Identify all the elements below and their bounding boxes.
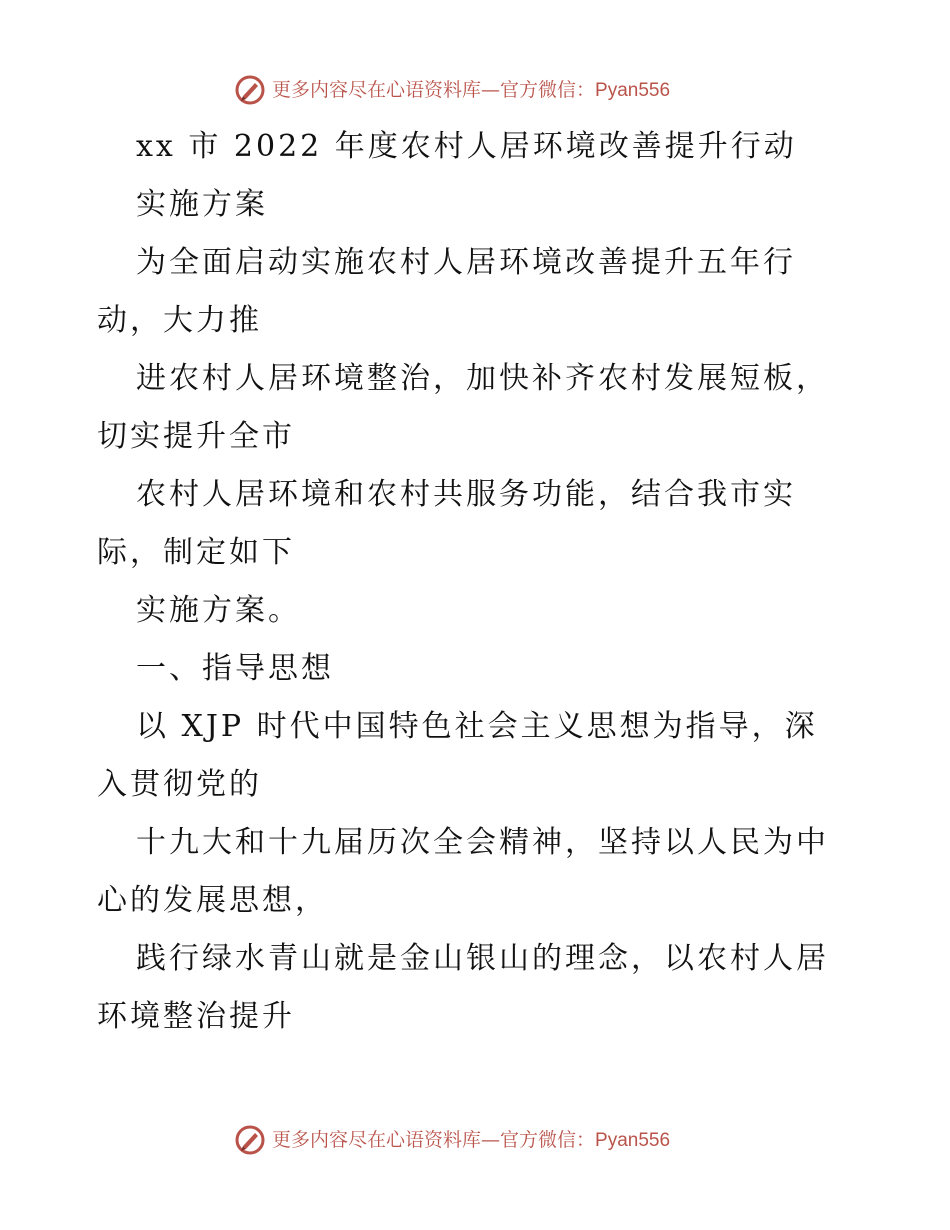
doc-line: 心的发展思想， [97, 883, 328, 918]
doc-line: 入贯彻党的 [97, 767, 262, 802]
watermark-bottom [0, 1120, 950, 1160]
doc-subtitle: 实施方案 [136, 187, 268, 222]
doc-line: 切实提升全市 [97, 419, 295, 454]
doc-line: 为全面启动实施农村人居环境改善提升五年行 [136, 245, 796, 280]
watermark-top [0, 70, 950, 110]
pen-logo-icon [234, 1124, 266, 1156]
doc-line: 实施方案。 [136, 593, 301, 628]
watermark-text: 更多内容尽在心语资料库—官方微信：Pyan556 [272, 79, 671, 101]
doc-title: xx 市 2022 年度农村人居环境改善提升行动 [136, 129, 797, 164]
doc-line: 动，大力推 [97, 303, 262, 338]
doc-line: 农村人居环境和农村共服务功能，结合我市实 [136, 477, 796, 512]
pen-logo-icon [234, 74, 266, 106]
doc-line: 践行绿水青山就是金山银山的理念，以农村人居 [136, 941, 829, 976]
doc-line: 环境整治提升 [97, 999, 295, 1034]
doc-line: 际，制定如下 [97, 535, 295, 570]
doc-line: 十九大和十九届历次全会精神，坚持以人民为中 [136, 825, 829, 860]
watermark-text: 更多内容尽在心语资料库—官方微信：Pyan556 [272, 1129, 671, 1151]
section-heading: 一、指导思想 [136, 651, 334, 686]
doc-line: 以 XJP 时代中国特色社会主义思想为指导，深 [136, 709, 818, 744]
doc-line: 进农村人居环境整治，加快补齐农村发展短板， [136, 361, 829, 396]
